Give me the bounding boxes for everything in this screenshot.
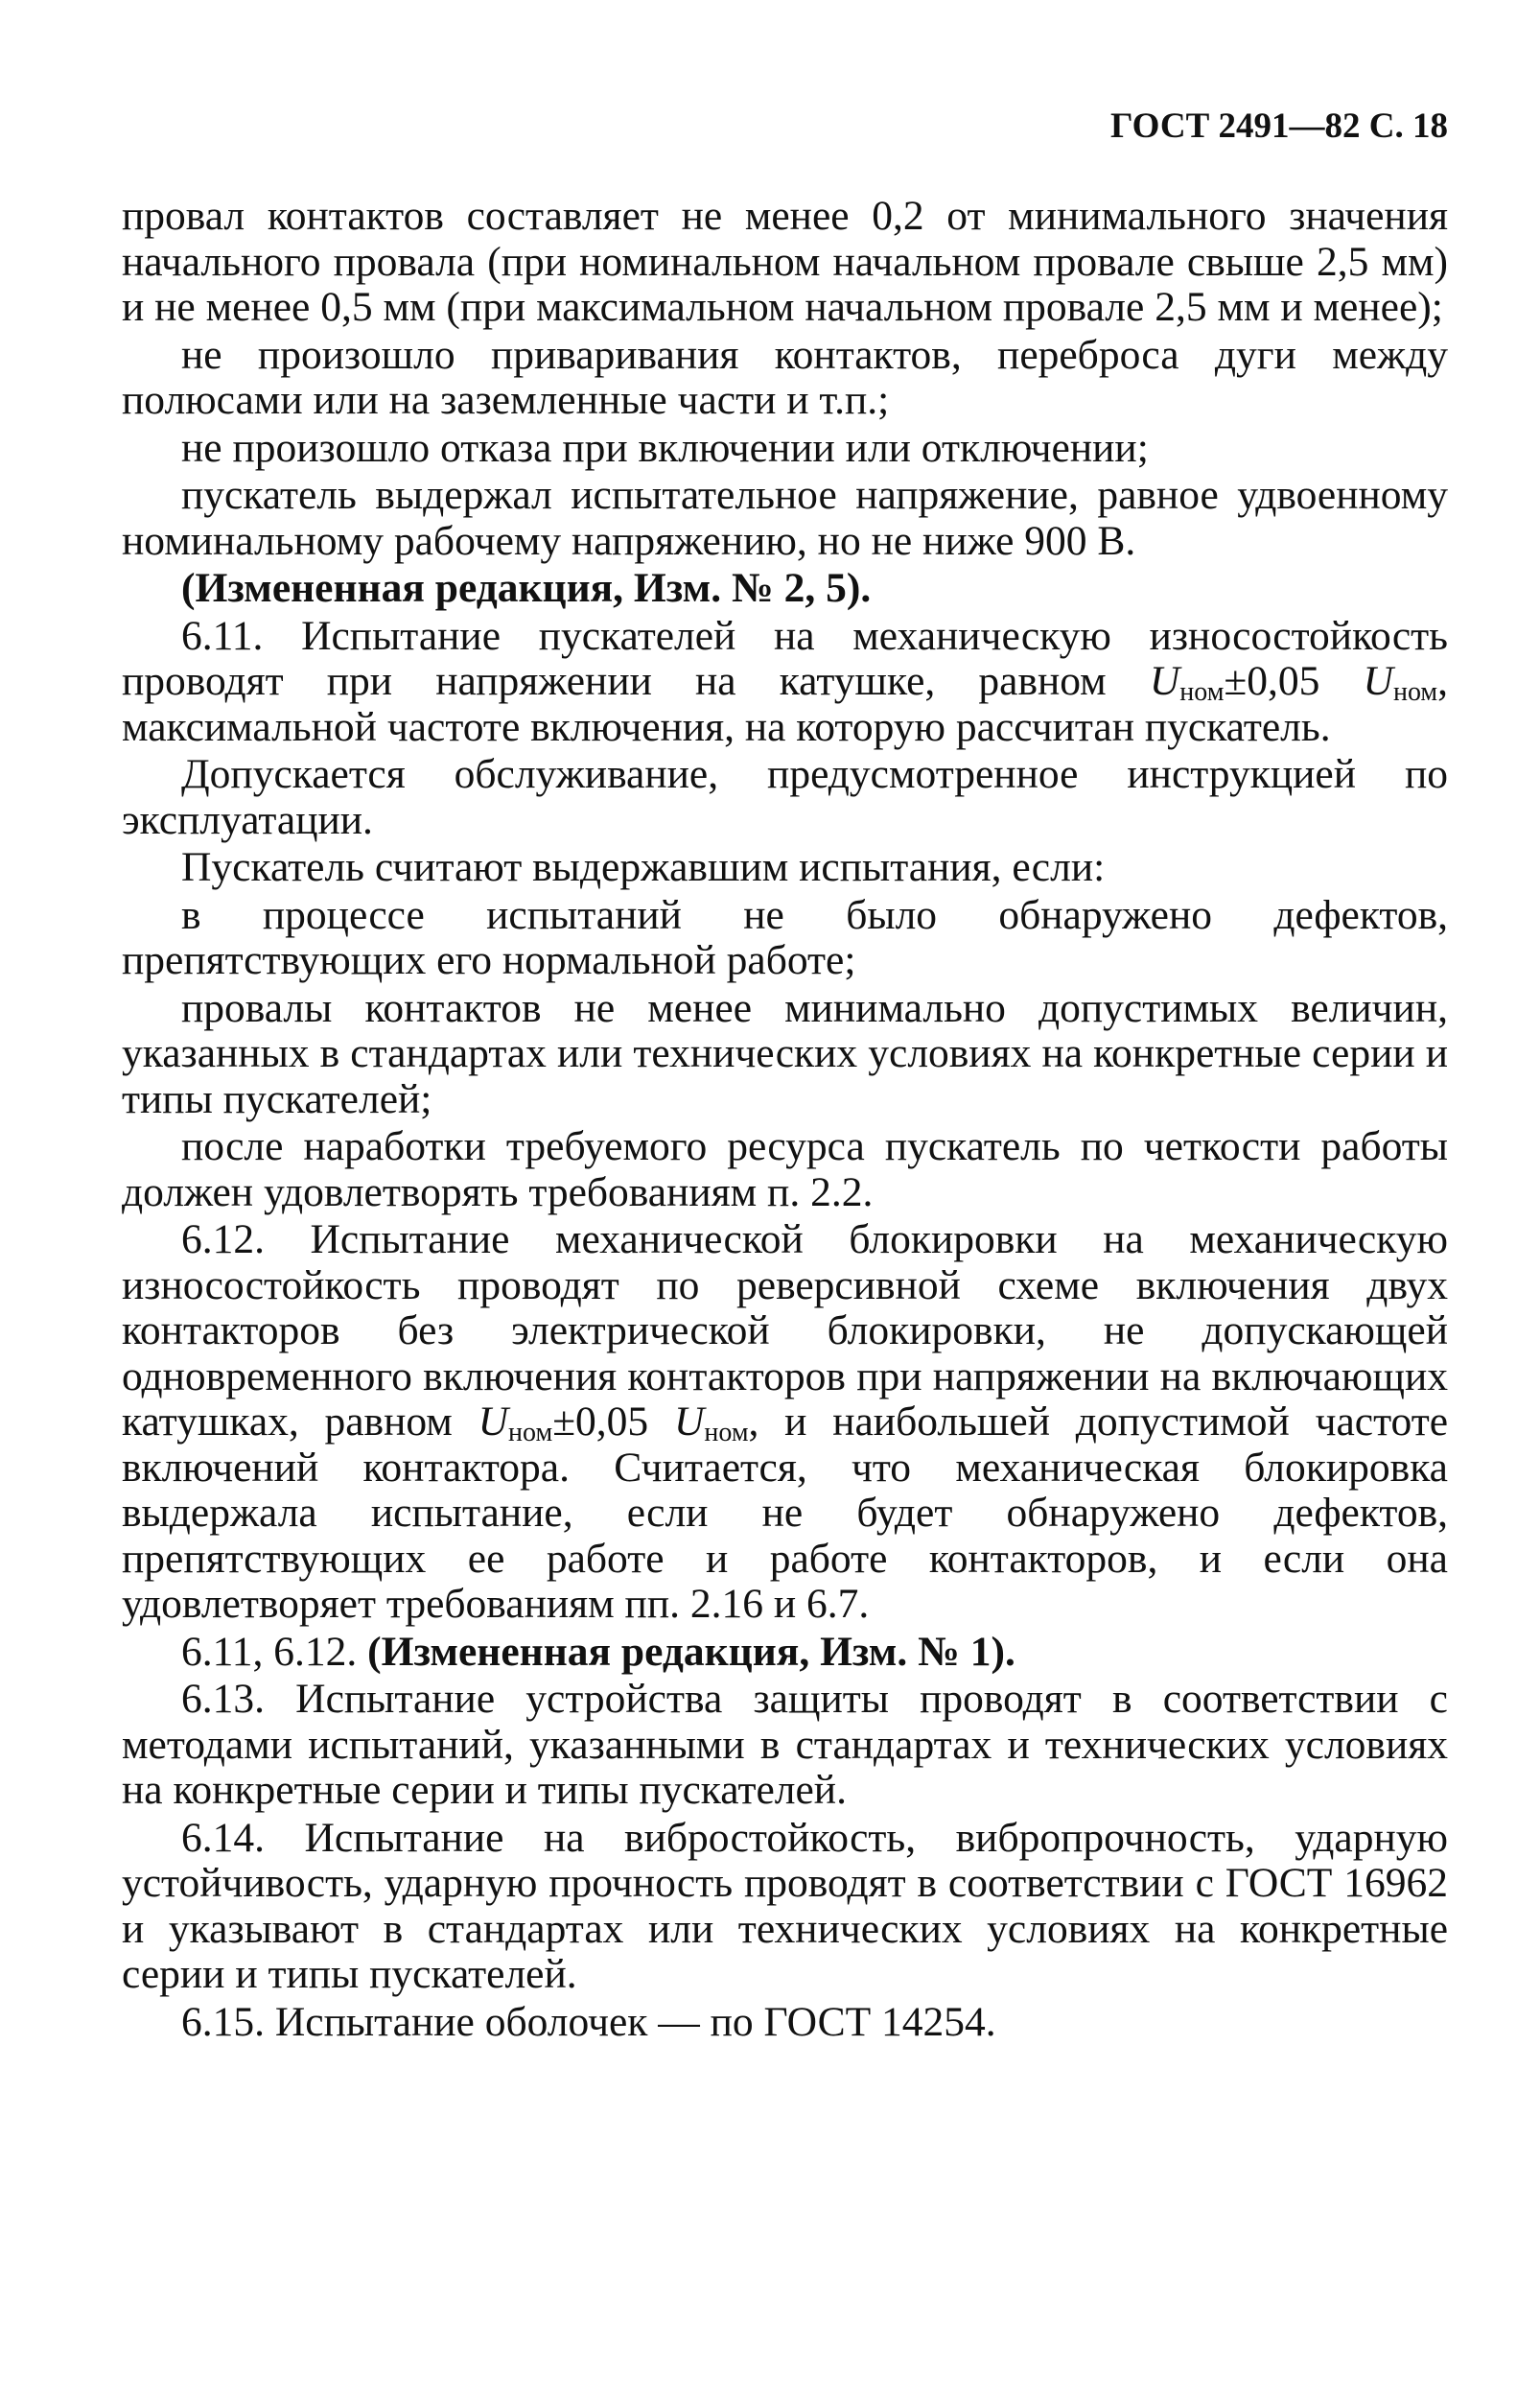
section-numbers: 6.11, 6.12. <box>181 1628 368 1675</box>
voltage-symbol: U <box>1149 658 1180 704</box>
paragraph-no-failure: не произошло отказа при включении или отключении; <box>181 424 1149 471</box>
text-part: 6.11. Испытание пускателей на механическую износостойкость проводят при напряжении на катушке, равном <box>122 612 1448 704</box>
paragraph-edition-note-1: (Измененная редакция, Изм. № 2, 5). <box>181 565 872 611</box>
paragraph-maintenance: Допускается обслуживание, предусмотренное инструкцией по эксплуатации. <box>122 751 1448 843</box>
paragraph-6-11 <box>122 614 1448 751</box>
paragraph-pass-criteria: Пускатель считают выдержавшим испытания, если: <box>181 844 1106 890</box>
edition-note: (Измененная редакция, Изм. № 1). <box>367 1628 1015 1675</box>
voltage-symbol: U <box>1363 658 1393 704</box>
paragraph-6-12 <box>122 1217 1448 1628</box>
paragraph-edition-note-2 <box>122 1630 1448 1676</box>
text-part: 6.12. Испытание механической блокировки на механическую износостойкость проводят по реверсивной схеме включения двух контакторов без электрической блокировки, не допускающей одновременного включения контакторов при напряжении на включающих катушках, равном <box>122 1216 1448 1445</box>
paragraph-6-15: 6.15. Испытание оболочек — по ГОСТ 14254. <box>181 1998 996 2045</box>
text-part: , максимальной частоте включения, на которую рассчитан пускатель. <box>122 658 1449 750</box>
text-part: ±0,05 <box>1224 658 1364 704</box>
page-header: ГОСТ 2491—82 С. 18 <box>1110 106 1448 146</box>
document-page <box>122 106 1448 2047</box>
paragraph-no-defects: в процессе испытаний не было обнаружено дефектов, препятствующих его нормальной работе; <box>122 891 1448 983</box>
paragraph-resource: после наработки требуемого ресурса пускатель по четкости работы должен удовлетворять требованиям п. 2.2. <box>122 1123 1448 1215</box>
paragraph-6-13: 6.13. Испытание устройства защиты проводят в соответствии с методами испытаний, указанными в стандартах и технических условиях на конкретные серии и типы пускателей. <box>122 1676 1448 1813</box>
text-part: , и наибольшей допустимой частоте включений контактора. Считается, что механическая блокировка выдержала испытание, если не будет обнаружено дефектов, препятствующих ее работе и работе контакторов, и если она удовлетворяет требованиям пп. 2.16 и 6.7. <box>122 1399 1449 1627</box>
subscript: ном <box>704 1418 749 1447</box>
paragraph-6-14: 6.14. Испытание на вибростойкость, вибропрочность, ударную устойчивость, ударную прочность проводят в соответствии с ГОСТ 16962 и указывают в стандартах или технических условиях на конкретные серии и типы пускателей. <box>122 1814 1448 1997</box>
subscript: ном <box>1179 677 1225 707</box>
paragraph-contact-gap: провал контактов составляет не менее 0,2 от минимального значения начального провала (при номинальном начальном провале свыше 2,5 мм) и не менее 0,5 мм (при максимальном начальном провале 2,5 мм и менее); <box>122 193 1448 330</box>
voltage-symbol: U <box>673 1399 705 1445</box>
paragraph-no-welding: не произошло приваривания контактов, переброса дуги между полюсами или на заземленные части и т.п.; <box>122 331 1448 423</box>
paragraph-test-voltage: пускатель выдержал испытательное напряжение, равное удвоенному номинальному рабочему напряжению, но не ниже 900 В. <box>122 472 1448 564</box>
subscript: ном <box>1392 677 1438 707</box>
subscript: ном <box>508 1418 553 1447</box>
paragraph-contact-gaps: провалы контактов не менее минимально допустимых величин, указанных в стандартах или технических условиях на конкретные серии и типы пускателей; <box>122 984 1448 1122</box>
voltage-symbol: U <box>478 1399 509 1445</box>
text-part: ±0,05 <box>552 1399 674 1445</box>
